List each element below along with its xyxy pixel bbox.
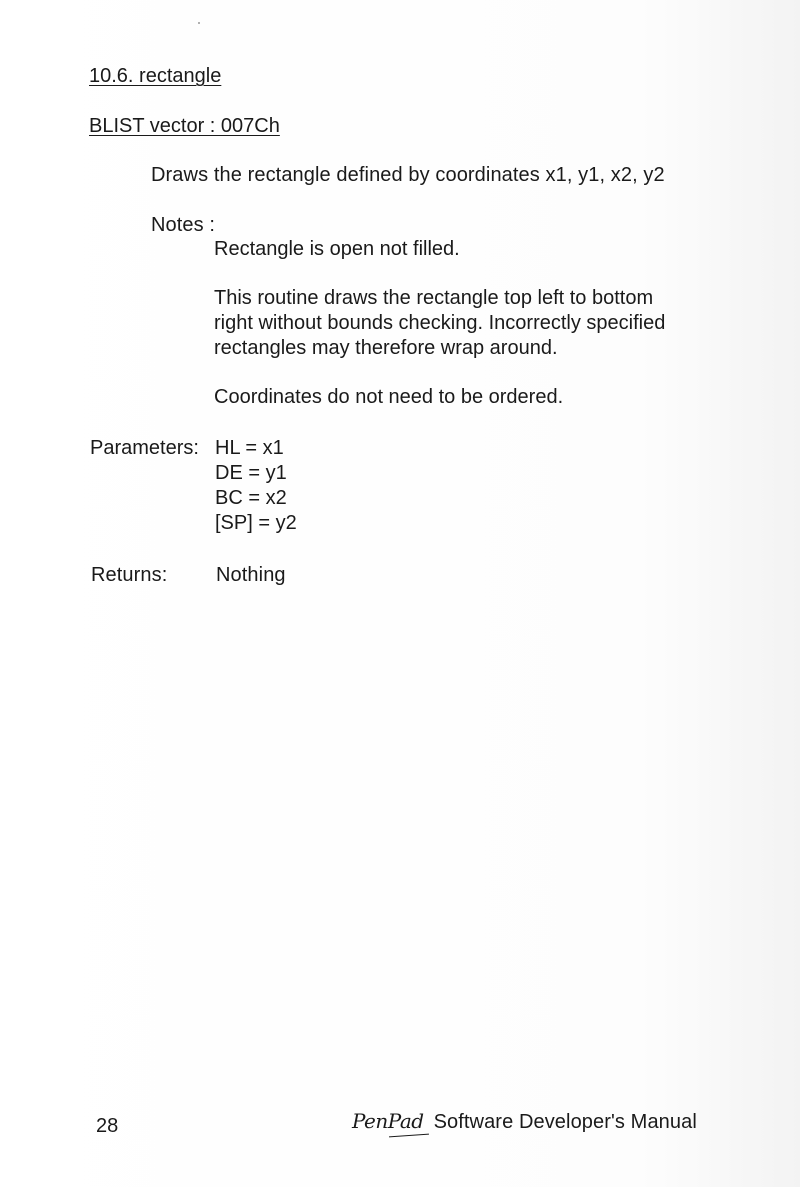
notes-label: Notes : (151, 214, 216, 236)
parameters-label: Parameters: (90, 437, 199, 459)
parameter-value: HL = x1 (215, 437, 284, 459)
logo-underline (389, 1133, 429, 1137)
manual-title: Software Developer's Manual (433, 1111, 697, 1133)
parameter-value: BC = x2 (215, 487, 287, 509)
note-item (214, 286, 665, 361)
note-item (214, 385, 563, 410)
parameters-list (215, 436, 297, 536)
returns-label: Returns: (91, 564, 168, 586)
note-line: Rectangle is open not filled. (214, 238, 460, 260)
parameter-value: DE = y1 (215, 462, 287, 484)
parameter-value: [SP] = y2 (215, 512, 297, 534)
footer-title (352, 1111, 697, 1132)
section-heading: 10.6. rectangle (89, 65, 222, 87)
note-line: Coordinates do not need to be ordered. (214, 386, 564, 408)
note-line: This routine draws the rectangle top left to bottom (214, 287, 654, 309)
returns-value: Nothing (216, 564, 286, 586)
page-number: 28 (96, 1115, 119, 1137)
description: Draws the rectangle defined by coordinates x1, y1, x2, y2 (151, 164, 665, 186)
note-line: rectangles may therefore wrap around. (214, 337, 558, 359)
penpad-logo: PenPad (352, 1111, 424, 1131)
note-line: right without bounds checking. Incorrectly specified (214, 312, 666, 334)
vector-address: BLIST vector : 007Ch (89, 115, 280, 137)
note-item (214, 237, 460, 262)
scan-speck (198, 22, 200, 24)
